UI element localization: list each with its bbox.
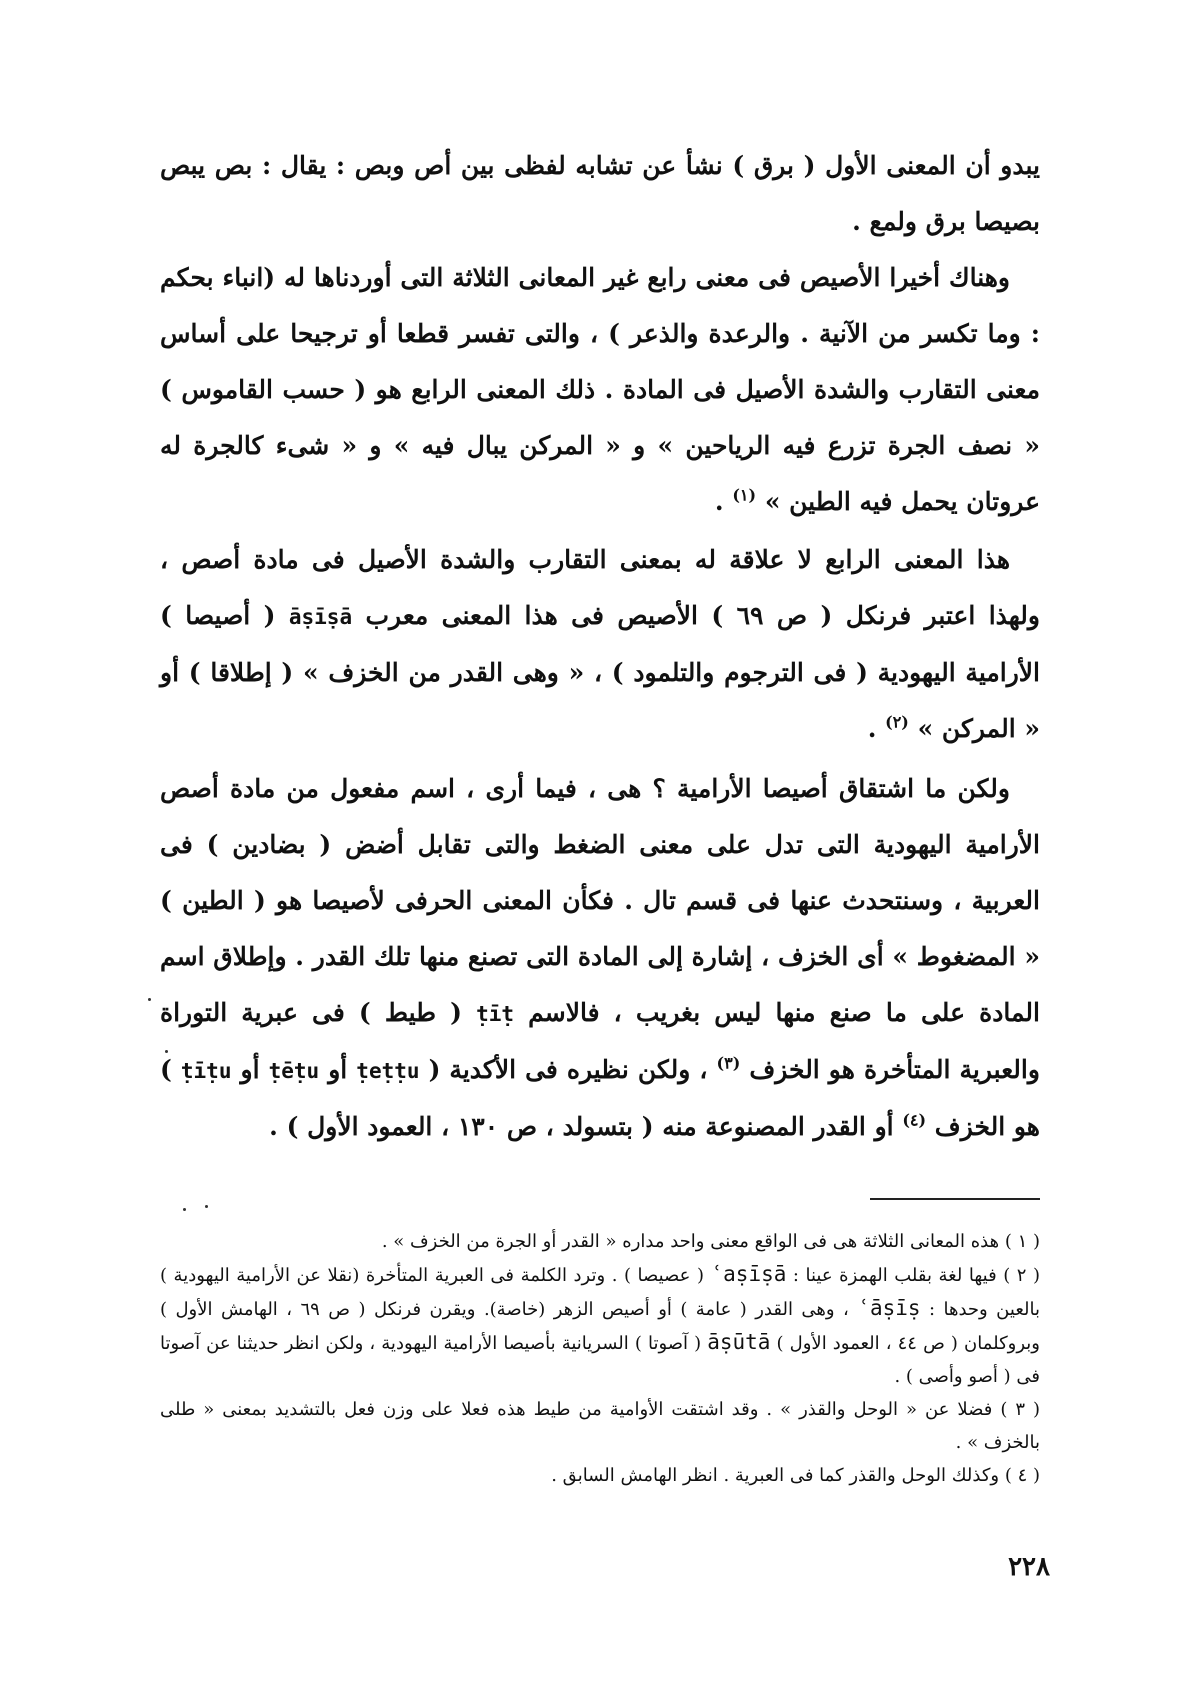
- footnote-3-text: ( ٣ ) فضلا عن « الوحل والقذر » . وقد اشتقت الأوامية من طيط هذه فعلا على وزن فعل بالتشديد بمعنى « طلى بالخزف » .: [160, 1399, 1040, 1453]
- paragraph-4-text-c: ، ولكن نظيره فى الأكدية (: [428, 1055, 717, 1084]
- paragraph-1-text: يبدو أن المعنى الأول ( برق ) نشأ عن تشابه لفظى بين أص وبص : يقال : بص يبص بصيصا برق ولمع .: [160, 151, 1040, 236]
- page-number: ٢٢٨: [1008, 1552, 1050, 1582]
- paragraph-2-text: وهناك أخيرا الأصيص فى معنى رابع غير المعانى الثلاثة التى أوردناها له (انباء بحكم : وما تكسر من الآنية . والرعدة والذعر ) ، والتى تفسر قطعا أو ترجيحا على أساس معنى التقارب والشدة الأصيل فى المادة . ذلك المعنى الرابع هو ( حسب القاموس ) « نصف الجرة تزرع فيه الرياحين » و « المركن يبال فيه » و « شىء كالجرة له عروتان يحمل فيه الطين »: [160, 263, 1040, 516]
- footnote-ref-1: (١): [732, 485, 757, 505]
- transliteration-titu: ṭīṭu: [180, 1059, 232, 1083]
- footnote-2-text-b: ( عصيصا ) . وترد الكلمة فى العبرية المتأخرة (نقلا عن الأرامية اليهودية ) بالعين وحدها :: [160, 1265, 1040, 1320]
- footnote-4: [160, 1459, 1040, 1492]
- paragraph-3-end: .: [867, 714, 886, 743]
- transliteration-asisa: āṣīṣā: [288, 605, 353, 629]
- paragraph-3-text-a: هذا المعنى الرابع لا علاقة له بمعنى التقارب والشدة الأصيل فى مادة أصص ، ولهذا اعتبر فرنكل ( ص ٦٩ ) الأصيص فى هذا المعنى معرب: [160, 545, 1040, 630]
- footnote-2: [160, 1258, 1040, 1393]
- footnote-separator: [870, 1198, 1040, 1200]
- transliteration-tit: ṭīṭ: [476, 1002, 515, 1026]
- transliteration-tettu: ṭeṭṭu: [356, 1059, 420, 1083]
- footnote-2-transliteration-2: ʿāṣīṣ: [857, 1296, 921, 1320]
- paragraph-4-or-1: أو: [328, 1055, 348, 1084]
- footnote-ref-3: (٣): [716, 1053, 741, 1073]
- paragraph-4-text-e: أو القدر المصنوعة منه ( بتسولد ، ص ١٣٠ ، العمود الأول ) .: [269, 1112, 903, 1141]
- paragraph-1: [160, 138, 1040, 250]
- footnote-4-text: ( ٤ ) وكذلك الوحل والقذر كما فى العبرية . انظر الهامش السابق .: [551, 1465, 1040, 1486]
- main-text: [160, 138, 1040, 1155]
- scan-speck: [205, 1205, 208, 1208]
- scan-speck: [183, 1208, 186, 1211]
- scan-speck: [165, 1050, 168, 1053]
- footnote-3: [160, 1393, 1040, 1459]
- paragraph-2: [160, 250, 1040, 530]
- footnote-2-transliteration-1: ʿaṣīṣā: [710, 1262, 787, 1286]
- paragraph-2-end: .: [714, 487, 733, 516]
- paragraph-4-text-b: ( طيط ) فى عبرية التوراة والعبرية المتأخرة هو الخزف: [160, 998, 1040, 1084]
- footnote-2-text-d: ( آصوتا ) السريانية بأصيصا الأرامية اليهودية ، ولكن انظر حديثنا عن آصوتا فى ( أصو وأصى ) .: [160, 1333, 1040, 1387]
- paragraph-4-text-a: ولكن ما اشتقاق أصيصا الأرامية ؟ هى ، فيما أرى ، اسم مفعول من مادة أصص الأرامية اليهودية التى تدل على معنى الضغط والتى تقابل أضض ( بضادين ) فى العربية ، وسنتحدث عنها فى قسم تال . فكأن المعنى الحرفى لأصيصا هو ( الطين ) « المضغوط » أى الخزف ، إشارة إلى المادة التى تصنع منها تلك القدر . وإطلاق اسم المادة على ما صنع منها ليس بغريب ، فالاسم: [160, 774, 1040, 1027]
- footnote-1: [160, 1225, 1040, 1258]
- paragraph-4-or-2: أو: [240, 1055, 260, 1084]
- paragraph-4-text-d: ) هو الخزف: [160, 1055, 1040, 1141]
- scan-speck: [148, 998, 151, 1001]
- footnote-2-transliteration-3: āṣūtā: [707, 1330, 771, 1354]
- footnote-2-text-c: ، وهى القدر ( عامة ) أو أصيص الزهر (خاصة). ويقرن فرنكل ( ص ٦٩ ، الهامش الأول ) وبروكلمان ( ص ٤٤ ، العمود الأول ): [160, 1299, 1040, 1354]
- paragraph-3: [160, 532, 1040, 757]
- paragraph-3-text-b: ( أصيصا ) الأرامية اليهودية ( فى الترجوم والتلمود ) ، « وهى القدر من الخزف » ( إطلاقا ) أو « المركن »: [160, 601, 1040, 743]
- footnotes: [160, 1225, 1040, 1492]
- footnote-ref-2: (٢): [885, 712, 909, 732]
- footnote-ref-4: (٤): [902, 1110, 927, 1130]
- transliteration-tetu: ṭēṭu: [268, 1059, 320, 1083]
- footnote-1-text: ( ١ ) هذه المعانى الثلاثة هى فى الواقع معنى واحد مداره « القدر أو الجرة من الخزف » .: [381, 1231, 1040, 1252]
- paragraph-4: [160, 761, 1040, 1155]
- footnote-2-text-a: ( ٢ ) فيها لغة بقلب الهمزة عينا :: [792, 1265, 1040, 1286]
